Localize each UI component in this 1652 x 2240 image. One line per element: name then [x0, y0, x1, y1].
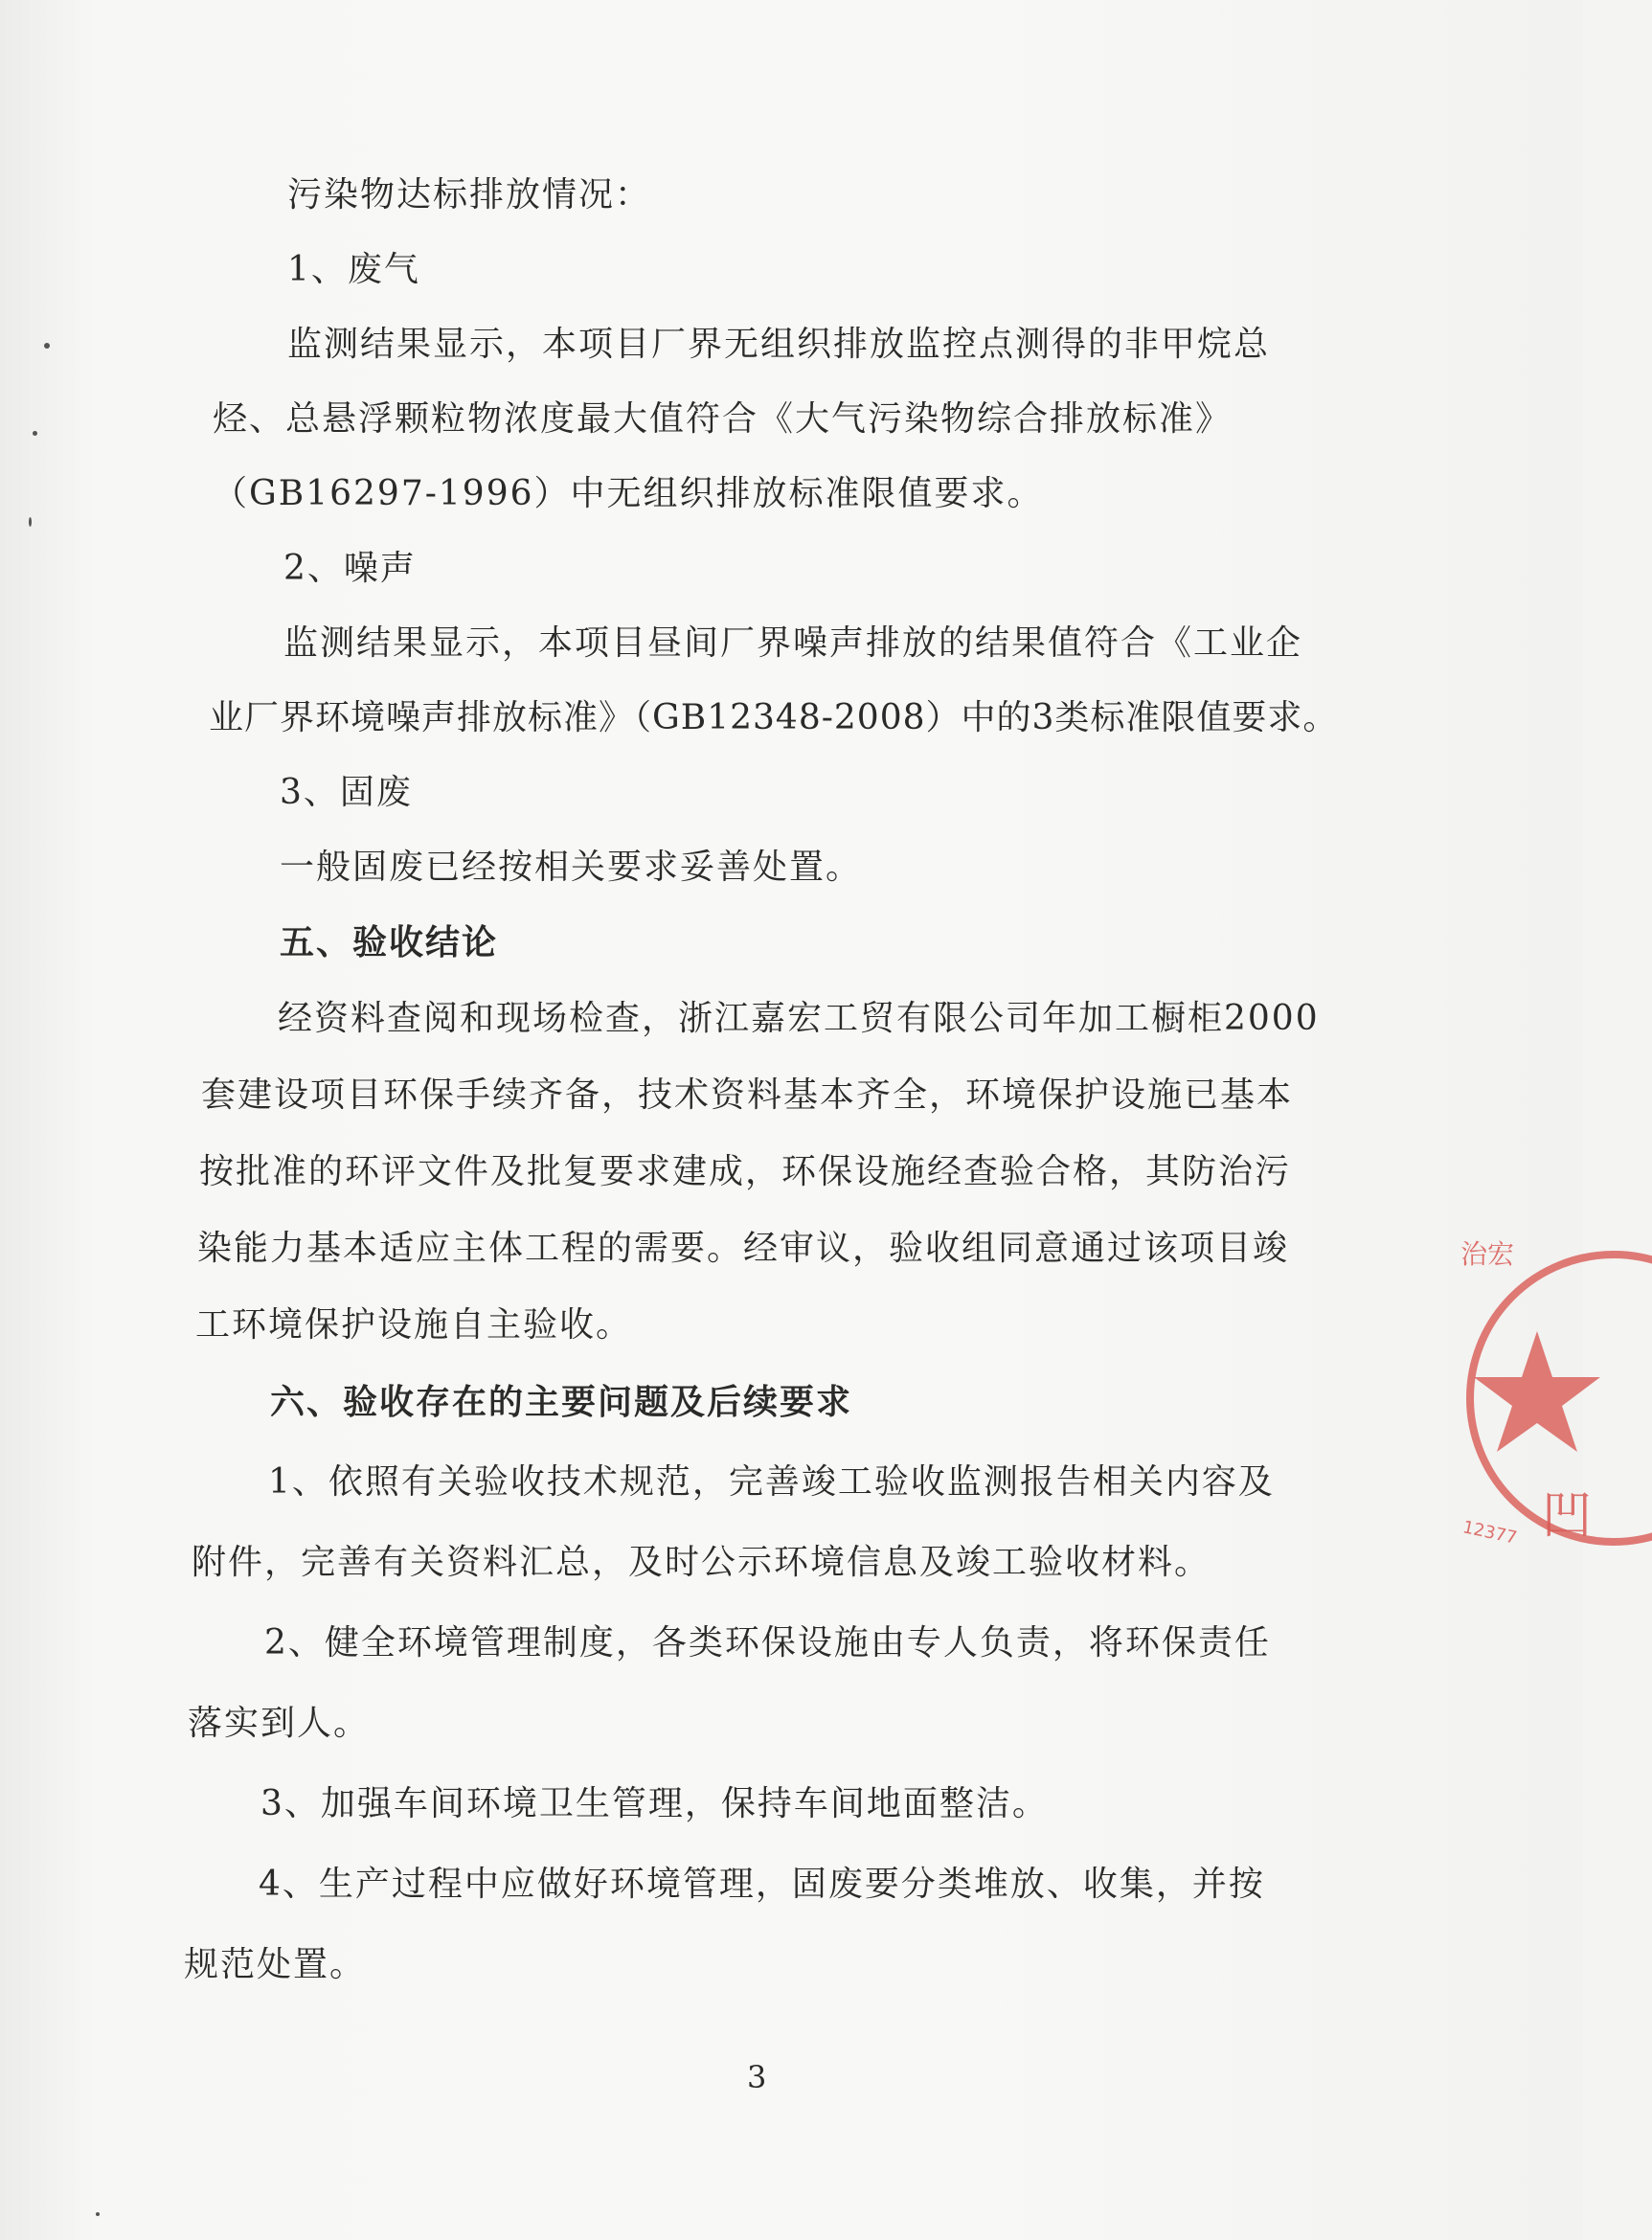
subheading-solid-waste: 3、固废 — [280, 773, 413, 812]
section-heading-issues: 六、验收存在的主要问题及后续要求 — [270, 1382, 853, 1422]
scan-speck — [33, 431, 37, 436]
company-seal — [1460, 1216, 1652, 1571]
subheading-noise: 2、噪声 — [283, 549, 417, 588]
section-heading-conclusion: 五、验收结论 — [280, 922, 499, 962]
paragraph-line: 2、健全环境管理制度，各类环保设施由专人负责，将环保责任 — [264, 1623, 1271, 1663]
paragraph-line: 4、生产过程中应做好环境管理，固废要分类堆放、收集，并按 — [259, 1865, 1265, 1904]
paragraph-line: 经资料查阅和现场检查，浙江嘉宏工贸有限公司年加工橱柜2000 — [278, 999, 1320, 1038]
seal-number: 12377 — [1460, 1517, 1519, 1549]
paragraph-line: 落实到人。 — [188, 1704, 371, 1743]
paragraph-line: 染能力基本适应主体工程的需要。经审议，验收组同意通过该项目竣 — [197, 1229, 1290, 1268]
section-heading-pollutants: 污染物达标排放情况： — [287, 175, 652, 215]
paragraph-line: 监测结果显示，本项目昼间厂界噪声排放的结果值符合《工业企 — [283, 623, 1303, 663]
paragraph-line: 监测结果显示，本项目厂界无组织排放监控点测得的非甲烷总 — [287, 325, 1271, 364]
seal-text-top: 治宏 — [1460, 1238, 1515, 1270]
paragraph-line: 工环境保护设施自主验收。 — [195, 1305, 633, 1345]
paragraph-line: 规范处置。 — [184, 1945, 367, 1984]
subheading-waste-gas: 1、废气 — [287, 250, 420, 289]
paragraph-line: 套建设项目环保手续齐备，技术资料基本齐全，环境保护设施已基本 — [201, 1075, 1294, 1115]
paragraph-line: （GB16297-1996）中无组织排放标准限值要求。 — [213, 474, 1044, 513]
scan-speck — [44, 343, 50, 349]
paragraph-line: 业厂界环境噪声排放标准》（GB12348-2008）中的3类标准限值要求。 — [209, 698, 1339, 737]
paragraph-line: 一般固废已经按相关要求妥善处置。 — [280, 848, 863, 887]
scan-speck — [96, 2212, 100, 2216]
paragraph-line: 附件，完善有关资料汇总，及时公示环境信息及竣工验收材料。 — [192, 1543, 1211, 1582]
paragraph-line: 3、加强车间环境卫生管理，保持车间地面整洁。 — [260, 1784, 1049, 1823]
paragraph-line: 按批准的环评文件及批复要求建成，环保设施经查验合格，其防治污 — [199, 1152, 1292, 1191]
seal-star-icon — [1474, 1331, 1600, 1452]
paragraph-line: 1、依照有关验收技术规范，完善竣工验收监测报告相关内容及 — [268, 1462, 1275, 1502]
seal-text-bottom: 凹 — [1542, 1487, 1593, 1545]
scan-speck — [29, 517, 32, 527]
paragraph-line: 烃、总悬浮颗粒物浓度最大值符合《大气污染物综合排放标准》 — [213, 399, 1233, 439]
page-number: 3 — [747, 2059, 767, 2095]
